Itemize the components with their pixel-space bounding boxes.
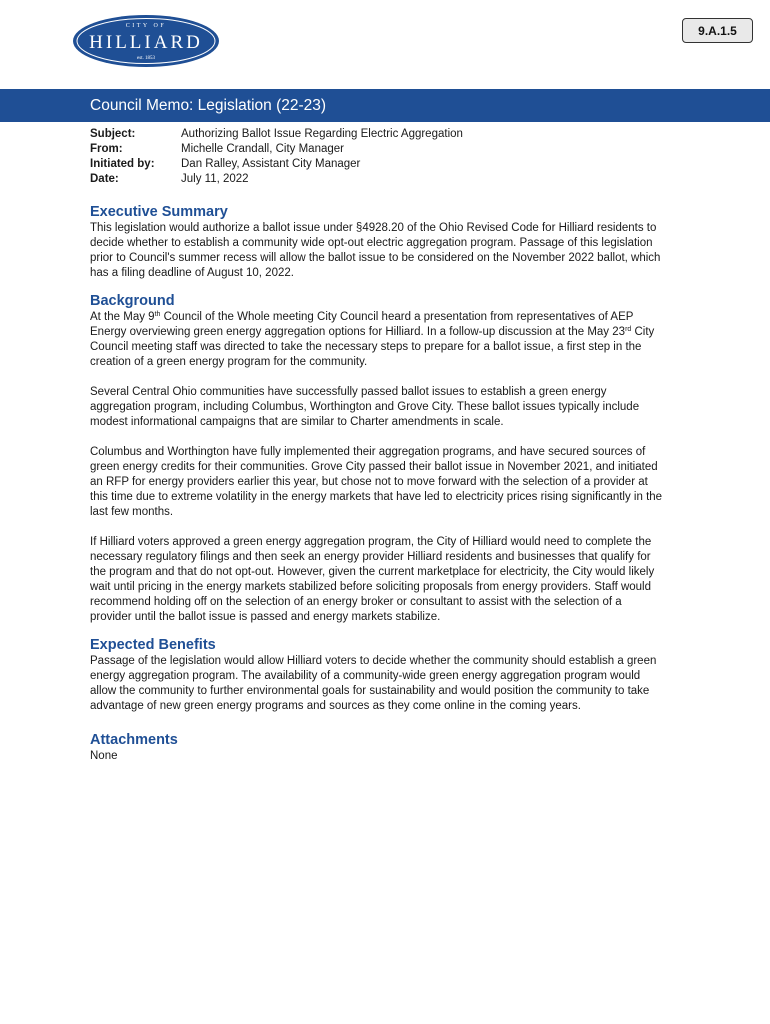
memo-body [90,127,665,764]
meta-value: Michelle Crandall, City Manager [181,143,344,155]
attachments-heading: Attachments [90,732,178,748]
meta-value: Dan Ralley, Assistant City Manager [181,158,361,170]
attachments-section [90,732,665,764]
meta-label: From: [90,143,123,155]
expected-benefits-text: Passage of the legislation would allow Hilliard voters to decide whether the community should establish a green energy aggregation program. The availability of a community-wide green energy aggregation program would allow the community to further environmental goals for sustainability and would position the community to take advantage of new green energy programs and sources as they come online in the coming years. [90,655,657,712]
background-heading: Background [90,293,175,309]
background-paragraph-3: Columbus and Worthington have fully implemented their aggregation programs, and have secured sources of green energy credits for their communities. Grove City passed their ballot issue in November 2021, and initiated an RFP for energy providers earlier this year, but chose not to move forward with the selection of a provider at this time due to extreme volatility in the energy markets that have led to electricity prices rising significantly in the last few months. [90,446,663,518]
agenda-item-badge: 9.A.1.5 [682,18,753,43]
background-p1-part: City Council meeting staff was directed to take the necessary steps to prepare for a ballot issue, a first step in the creation of a green energy program for the community. [90,326,655,368]
background-section [90,293,665,625]
hilliard-seal-icon [71,13,221,69]
meta-label: Subject: [90,128,136,140]
meta-label: Initiated by: [90,158,155,170]
meta-label: Date: [90,173,119,185]
ordinal-suffix: rd [625,326,632,333]
background-paragraph-4: If Hilliard voters approved a green energy aggregation program, the City of Hilliard would need to complete the necessary regulatory filings and then seek an energy provider Hilliard residents and businesses that qualify for the program and that do not opt-out. However, given the current marketplace for electricity, the City would likely wait until pricing in the energy markets stabilized before soliciting proposals from energy providers. Staff would recommend holding off on the selection of an energy broker or consultant to assist with the selection of a provider until the ballot issue is passed and energy markets stabilize. [90,536,655,623]
attachments-text: None [90,750,118,762]
memo-title-bar [0,89,770,122]
meta-subject-row [90,127,665,142]
executive-summary-text: This legislation would authorize a ballot issue under §4928.20 of the Ohio Revised Code for Hilliard residents to decide whether to establish a community wide opt-out electric aggregation program. Passage of this legislation prior to Council's summer recess will allow the ballot issue to be considered on the November 2022 ballot, which has a filing deadline of August 10, 2022. [90,222,661,279]
executive-summary-heading: Executive Summary [90,204,228,220]
logo-name: HILLIARD [89,32,203,53]
hilliard-logo [71,13,221,69]
memo-title: Council Memo: Legislation (22-23) [90,96,327,114]
ordinal-suffix: th [154,311,161,318]
expected-benefits-section [90,637,665,714]
background-p1-part: At the May 9 [90,311,155,323]
meta-value: July 11, 2022 [181,173,249,185]
meta-date-row [90,172,665,187]
meta-value: Authorizing Ballot Issue Regarding Electric Aggregation [181,128,463,140]
logo-est: est. 1853 [136,56,156,61]
logo-city-of: CITY OF [125,23,167,29]
executive-summary-section [90,204,665,281]
memo-meta [90,127,665,187]
background-paragraph-2: Several Central Ohio communities have successfully passed ballot issues to establish a green energy aggregation program, including Columbus, Worthington and Grove City. These ballot issues typically include modest informational campaigns that are similar to Charter amendments in scale. [90,386,640,428]
meta-initiated-row [90,157,665,172]
expected-benefits-heading: Expected Benefits [90,637,216,653]
background-paragraph-1 [90,310,665,370]
meta-from-row [90,142,665,157]
background-p1-part: Council of the Whole meeting City Council heard a presentation from representatives of AEP Energy overviewing green energy aggregation options for Hilliard. In a follow-up discussion at the May 23 [90,311,634,338]
